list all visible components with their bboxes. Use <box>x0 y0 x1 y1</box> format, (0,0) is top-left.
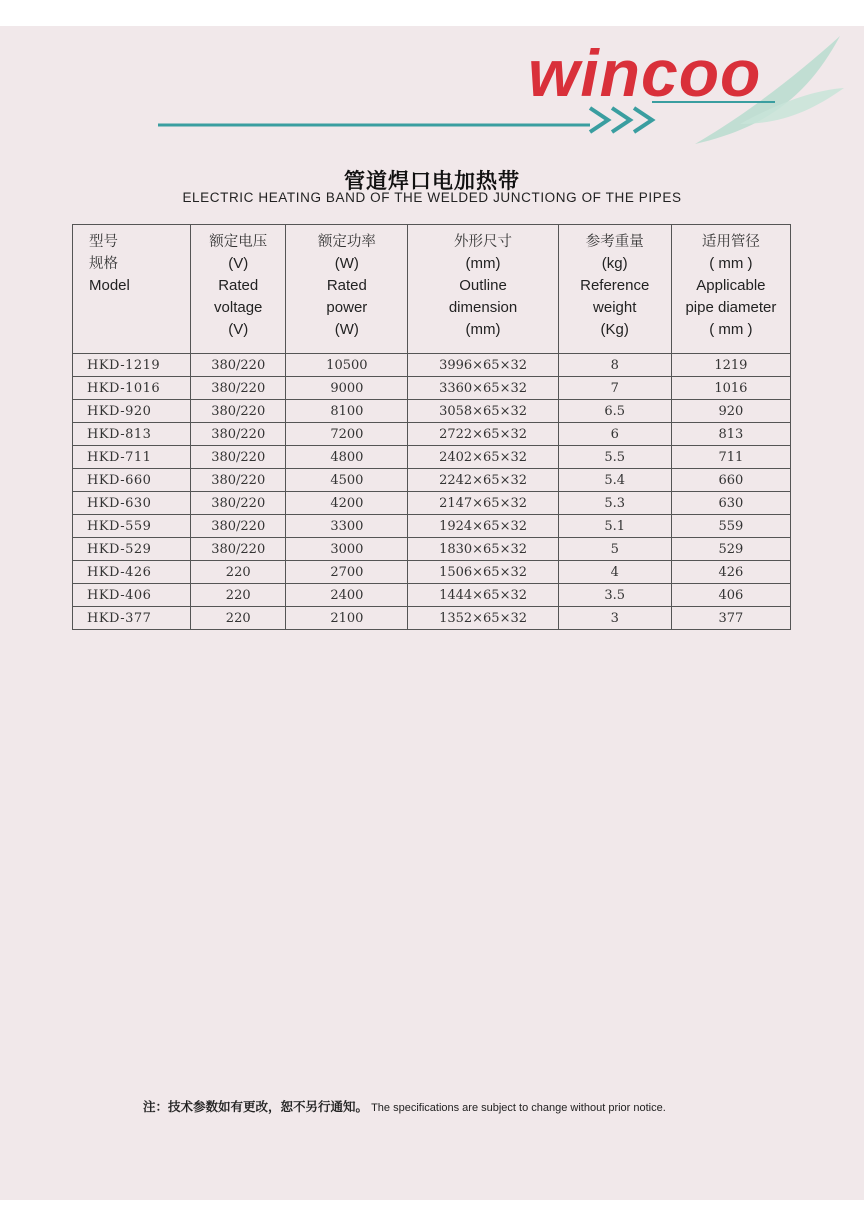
header-power: 额定功率 (W) Rated power (W) <box>286 225 408 354</box>
cell-dimension: 2402×65×32 <box>408 446 558 469</box>
header-model: 型号 规格 Model <box>73 225 191 354</box>
cell-power: 2100 <box>286 607 408 630</box>
cell-dimension: 2147×65×32 <box>408 492 558 515</box>
cell-weight: 3 <box>558 607 671 630</box>
cell-pipe-diameter: 1016 <box>671 377 790 400</box>
cell-voltage: 380/220 <box>191 515 286 538</box>
cell-model: HKD-377 <box>73 607 191 630</box>
cell-pipe-diameter: 529 <box>671 538 790 561</box>
cell-voltage: 380/220 <box>191 377 286 400</box>
cell-voltage: 220 <box>191 607 286 630</box>
cell-power: 4200 <box>286 492 408 515</box>
chevron-icon <box>590 108 608 132</box>
cell-voltage: 380/220 <box>191 354 286 377</box>
table-row <box>73 469 791 492</box>
chevron-icon <box>634 108 652 132</box>
table-row <box>73 423 791 446</box>
wincoo-logo <box>150 32 850 152</box>
table-row <box>73 492 791 515</box>
cell-model: HKD-711 <box>73 446 191 469</box>
table-row <box>73 538 791 561</box>
cell-model: HKD-630 <box>73 492 191 515</box>
cell-voltage: 380/220 <box>191 400 286 423</box>
cell-pipe-diameter: 377 <box>671 607 790 630</box>
table-row <box>73 354 791 377</box>
cell-pipe-diameter: 920 <box>671 400 790 423</box>
cell-pipe-diameter: 406 <box>671 584 790 607</box>
cell-power: 3300 <box>286 515 408 538</box>
cell-dimension: 3058×65×32 <box>408 400 558 423</box>
cell-weight: 5.4 <box>558 469 671 492</box>
cell-dimension: 1830×65×32 <box>408 538 558 561</box>
brand-wordmark: wincoo <box>528 36 762 110</box>
cell-dimension: 1924×65×32 <box>408 515 558 538</box>
cell-voltage: 380/220 <box>191 469 286 492</box>
cell-weight: 6 <box>558 423 671 446</box>
title-english: ELECTRIC HEATING BAND OF THE WELDED JUNCTIONG OF THE PIPES <box>182 190 682 205</box>
table-header-row <box>73 225 791 354</box>
cell-power: 8100 <box>286 400 408 423</box>
cell-weight: 7 <box>558 377 671 400</box>
cell-model: HKD-813 <box>73 423 191 446</box>
header-pipe-diameter: 适用管径 ( mm ) Applicable pipe diameter ( mm ) <box>671 225 790 354</box>
header-weight: 参考重量 (kg) Reference weight (Kg) <box>558 225 671 354</box>
cell-model: HKD-660 <box>73 469 191 492</box>
table-row <box>73 515 791 538</box>
cell-dimension: 3360×65×32 <box>408 377 558 400</box>
cell-power: 4800 <box>286 446 408 469</box>
cell-pipe-diameter: 559 <box>671 515 790 538</box>
footnote-english: The specifications are subject to change without prior notice. <box>371 1102 666 1114</box>
cell-pipe-diameter: 426 <box>671 561 790 584</box>
cell-weight: 4 <box>558 561 671 584</box>
cell-pipe-diameter: 630 <box>671 492 790 515</box>
table-row <box>73 584 791 607</box>
cell-power: 10500 <box>286 354 408 377</box>
cell-dimension: 3996×65×32 <box>408 354 558 377</box>
table-row <box>73 607 791 630</box>
spec-table <box>72 224 791 630</box>
table-row <box>73 561 791 584</box>
cell-weight: 5.3 <box>558 492 671 515</box>
cell-model: HKD-1016 <box>73 377 191 400</box>
cell-voltage: 220 <box>191 584 286 607</box>
cell-model: HKD-426 <box>73 561 191 584</box>
cell-pipe-diameter: 711 <box>671 446 790 469</box>
cell-model: HKD-920 <box>73 400 191 423</box>
header-voltage: 额定电压 (V) Rated voltage (V) <box>191 225 286 354</box>
cell-power: 2700 <box>286 561 408 584</box>
cell-voltage: 380/220 <box>191 446 286 469</box>
cell-weight: 6.5 <box>558 400 671 423</box>
cell-dimension: 1506×65×32 <box>408 561 558 584</box>
cell-weight: 3.5 <box>558 584 671 607</box>
cell-power: 2400 <box>286 584 408 607</box>
cell-model: HKD-529 <box>73 538 191 561</box>
cell-model: HKD-559 <box>73 515 191 538</box>
cell-pipe-diameter: 1219 <box>671 354 790 377</box>
chevron-icon <box>612 108 630 132</box>
cell-power: 7200 <box>286 423 408 446</box>
table-row <box>73 400 791 423</box>
cell-voltage: 380/220 <box>191 492 286 515</box>
footnote-chinese: 注：技术参数如有更改，恕不另行通知。 <box>143 1099 369 1114</box>
cell-voltage: 380/220 <box>191 538 286 561</box>
cell-power: 9000 <box>286 377 408 400</box>
cell-pipe-diameter: 660 <box>671 469 790 492</box>
cell-voltage: 220 <box>191 561 286 584</box>
cell-voltage: 380/220 <box>191 423 286 446</box>
cell-weight: 5 <box>558 538 671 561</box>
header-dimension: 外形尺寸 (mm) Outline dimension (mm) <box>408 225 558 354</box>
cell-pipe-diameter: 813 <box>671 423 790 446</box>
cell-power: 3000 <box>286 538 408 561</box>
title-chinese: 管道焊口电加热带 <box>344 169 520 193</box>
cell-weight: 5.5 <box>558 446 671 469</box>
cell-power: 4500 <box>286 469 408 492</box>
cell-weight: 5.1 <box>558 515 671 538</box>
cell-dimension: 1352×65×32 <box>408 607 558 630</box>
cell-dimension: 1444×65×32 <box>408 584 558 607</box>
table-row <box>73 377 791 400</box>
cell-weight: 8 <box>558 354 671 377</box>
cell-model: HKD-1219 <box>73 354 191 377</box>
footnote <box>143 1097 666 1115</box>
table-row <box>73 446 791 469</box>
cell-dimension: 2722×65×32 <box>408 423 558 446</box>
cell-dimension: 2242×65×32 <box>408 469 558 492</box>
cell-model: HKD-406 <box>73 584 191 607</box>
